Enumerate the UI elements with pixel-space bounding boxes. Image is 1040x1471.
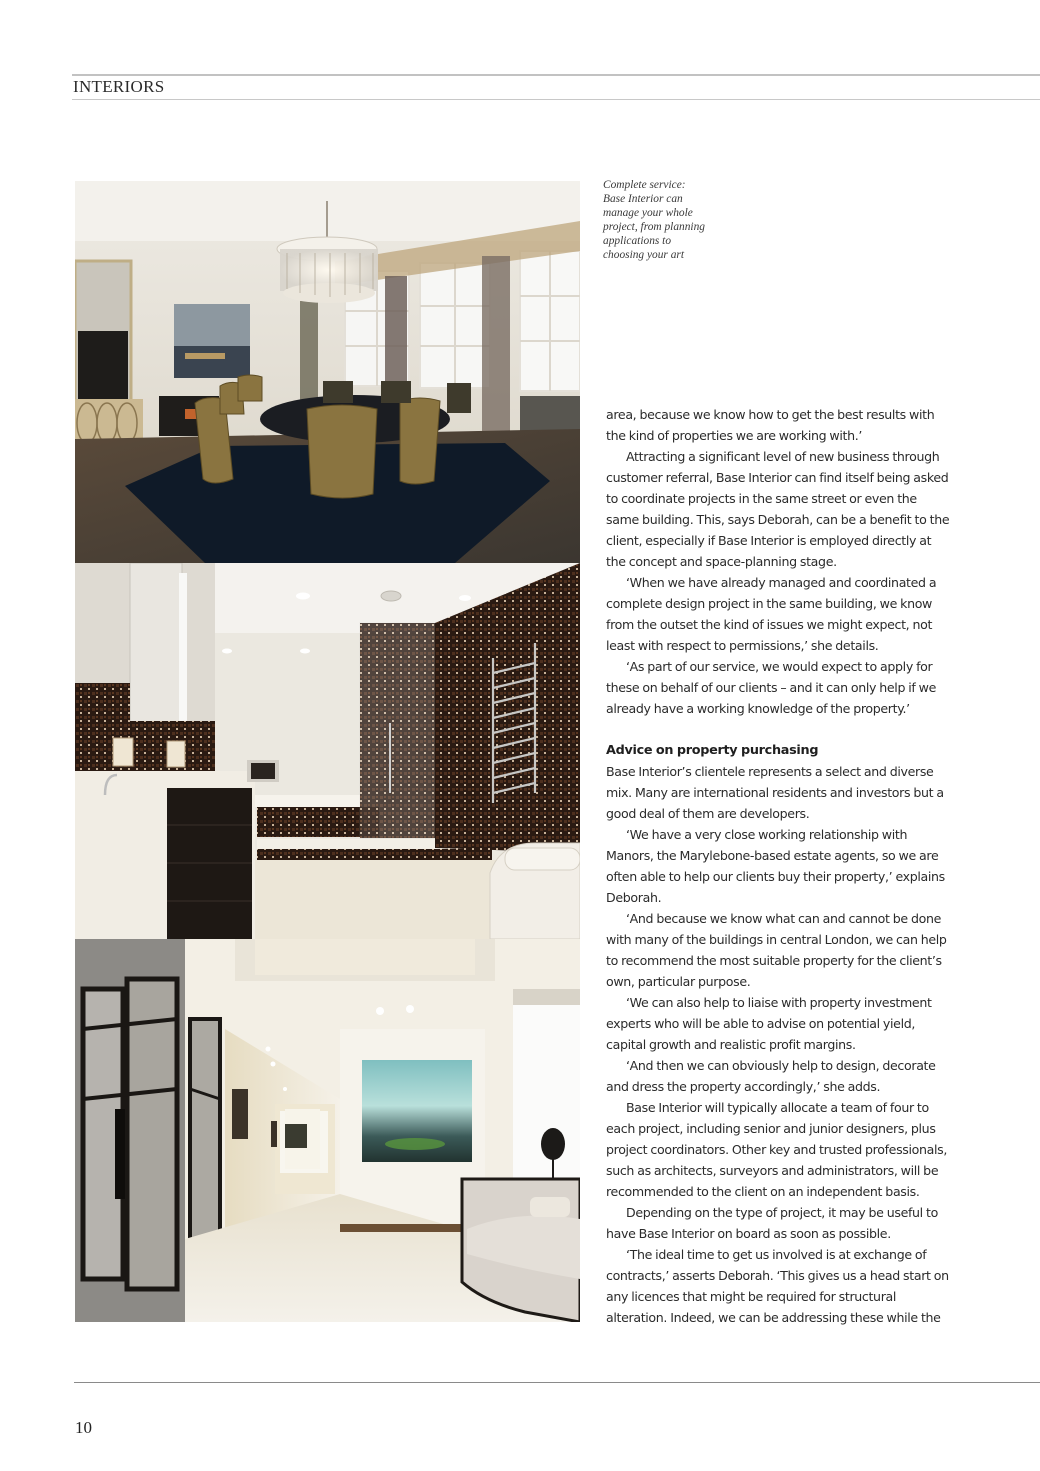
- article-paragraph: ‘We can also help to liaise with property investment experts who will be able to advise on potential yield, capital growth and realistic profit margins.: [606, 995, 932, 1052]
- hallway-photo: [75, 939, 580, 1322]
- footer-rule: [74, 1382, 1040, 1383]
- page-number: 10: [75, 1418, 92, 1437]
- article-paragraph: Base Interior will typically allocate a team of four to each project, including senior and junior designers, plus project coordinators. Other key and trusted professionals, such as architects, surveyors and administrators, will be recommended to the client on an independent basis.: [606, 1100, 948, 1199]
- article-body: [606, 404, 951, 1328]
- article-paragraph: ‘And then we can obviously help to design, decorate and dress the property accordingly,’ she adds.: [606, 1058, 936, 1094]
- article-paragraph: ‘We have a very close working relationship with Manors, the Marylebone-based estate agents, so we are often able to help our clients buy their property,’ explains Deborah.: [606, 827, 945, 905]
- caption-line: choosing your art: [603, 249, 684, 261]
- bathroom-photo: [75, 563, 580, 939]
- dining-room-photo: [75, 181, 580, 563]
- article-subheading: Advice on property purchasing: [606, 743, 819, 758]
- article-paragraph: ‘And because we know what can and cannot be done with many of the buildings in central London, we can help to recommend the most suitable property for the client’s own, particular purpose.: [606, 911, 947, 989]
- photo-caption: [603, 178, 733, 262]
- header-subrule: [72, 99, 1040, 100]
- section-label: INTERIORS: [73, 77, 165, 96]
- article-paragraph: Depending on the type of project, it may be useful to have Base Interior on board as soon as possible.: [606, 1205, 938, 1241]
- caption-line: Complete service:: [603, 179, 686, 191]
- caption-line: project, from planning: [603, 221, 705, 233]
- article-paragraph: ‘When we have already managed and coordinated a complete design project in the same building, we know from the outset the kind of issues we might expect, not least with respect to permissions,’ she details.: [606, 575, 937, 653]
- article-paragraph: ‘The ideal time to get us involved is at exchange of contracts,’ asserts Deborah. ‘This gives us a head start on any licences that might be required for structural alteration. Indeed, we can be addressing these while the: [606, 1247, 949, 1325]
- header-rule: [72, 74, 1040, 76]
- article-paragraph: area, because we know how to get the best results with the kind of properties we are working with.’: [606, 407, 935, 443]
- caption-line: applications to: [603, 235, 672, 247]
- caption-line: manage your whole: [603, 207, 693, 219]
- caption-line: Base Interior can: [603, 193, 683, 205]
- article-paragraph: Attracting a significant level of new business through customer referral, Base Interior can find itself being asked to coordinate projects in the same street or even the same building. This, says Deborah, can be a benefit to the client, especially if Base Interior is employed directly at the concept and space-planning stage.: [606, 449, 950, 569]
- article-paragraph: Base Interior’s clientele represents a select and diverse mix. Many are international residents and investors but a good deal of them are developers.: [606, 764, 944, 821]
- article-paragraph: ‘As part of our service, we would expect to apply for these on behalf of our clients – and it can only help if we already have a working knowledge of the property.’: [606, 659, 936, 716]
